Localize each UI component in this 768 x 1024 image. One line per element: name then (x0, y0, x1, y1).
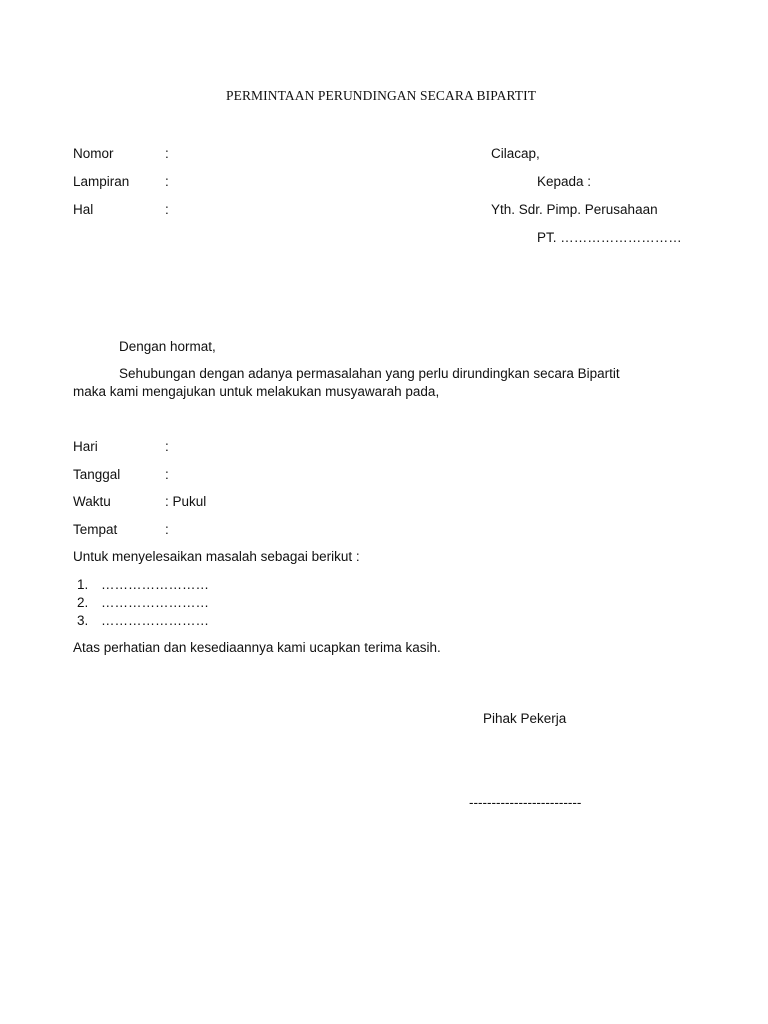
schedule-value-tempat: : (165, 522, 169, 537)
field-label-hal: Hal (73, 202, 94, 217)
recipient-kepada: Kepada : (537, 174, 592, 189)
schedule-value-waktu: : Pukul (165, 494, 207, 509)
list-item-number: 1. (77, 577, 89, 592)
list-item-number: 3. (77, 613, 89, 628)
recipient-company: PT. ……………………… (537, 230, 682, 245)
schedule-label-waktu: Waktu (73, 494, 111, 509)
signature-line: ------------------------- (469, 795, 582, 810)
body-paragraph-line-2: maka kami mengajukan untuk melakukan musyawarah pada, (73, 384, 440, 399)
field-sep-hal: : (165, 202, 169, 217)
page-title: PERMINTAAN PERUNDINGAN SECARA BIPARTIT (226, 88, 537, 103)
schedule-label-tempat: Tempat (73, 522, 118, 537)
field-sep-nomor: : (165, 146, 169, 161)
recipient-name: Yth. Sdr. Pimp. Perusahaan (491, 202, 658, 217)
field-label-nomor: Nomor (73, 146, 114, 161)
signature-party: Pihak Pekerja (483, 711, 567, 726)
schedule-label-hari: Hari (73, 439, 98, 454)
letter-place: Cilacap, (491, 146, 540, 161)
list-item: …………………… (101, 613, 209, 628)
field-sep-lampiran: : (165, 174, 169, 189)
schedule-value-hari: : (165, 439, 169, 454)
schedule-value-tanggal: : (165, 467, 169, 482)
closing-sentence: Atas perhatian dan kesediaannya kami ucapkan terima kasih. (73, 640, 441, 655)
list-item: …………………… (101, 595, 209, 610)
list-item-number: 2. (77, 595, 89, 610)
field-label-lampiran: Lampiran (73, 174, 130, 189)
salutation: Dengan hormat, (119, 339, 216, 354)
issues-intro: Untuk menyelesaikan masalah sebagai berikut : (73, 549, 360, 564)
body-paragraph-line-1: Sehubungan dengan adanya permasalahan yang perlu dirundingkan secara Bipartit (119, 366, 620, 381)
list-item: …………………… (101, 577, 209, 592)
schedule-label-tanggal: Tanggal (73, 467, 121, 482)
